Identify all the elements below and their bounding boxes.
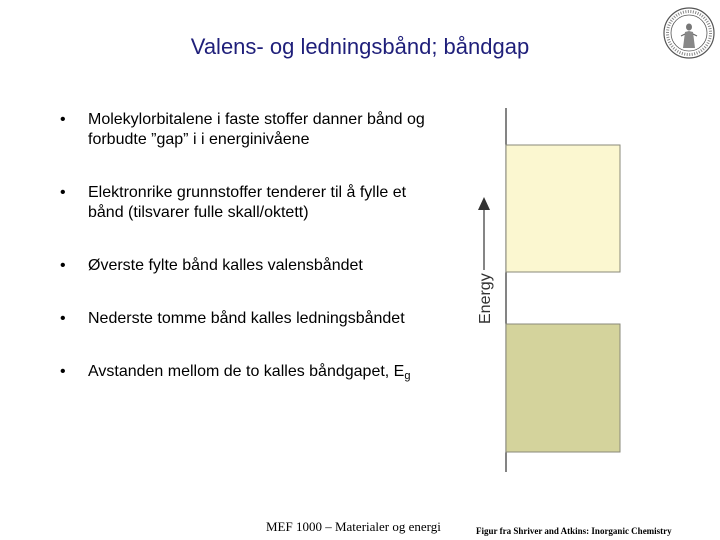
band-diagram [460, 100, 640, 480]
bullet-marker: • [60, 363, 66, 380]
university-seal-icon [662, 6, 716, 60]
course-footer: MEF 1000 – Materialer og energi [266, 519, 441, 534]
bullet-item [58, 309, 438, 329]
figure-credit: Figur fra Shriver and Atkins: Inorganic Chemistry [476, 526, 672, 536]
bullet-text: Avstanden mellom de to kalles båndgapet, E [88, 363, 405, 380]
bullet-text: Elektronrike grunnstoffer tenderer til å fylle et bånd (tilsvarer fulle skall/oktett) [88, 184, 407, 221]
energy-axis-label: Energy [477, 273, 494, 324]
bandgap-subscript: g [404, 370, 411, 382]
bullet-item [58, 256, 438, 276]
bullet-text: Øverste fylte bånd kalles valensbåndet [88, 257, 363, 274]
bullet-text: Nederste tomme bånd kalles ledningsbåndet [88, 310, 405, 327]
bullet-item [58, 183, 438, 223]
bullet-marker: • [60, 257, 66, 274]
bullet-list [58, 110, 438, 382]
bullet-marker: • [60, 184, 66, 201]
bullet-item [58, 110, 438, 150]
bullet-item [58, 362, 438, 382]
bullet-text: Molekylorbitalene i faste stoffer danner bånd og forbudte ”gap” i i energinivåene [88, 111, 425, 148]
valence-band [506, 324, 620, 452]
slide-title: Valens- og ledningsbånd; båndgap [190, 34, 530, 59]
bullet-marker: • [60, 111, 66, 128]
energy-arrow-head [478, 197, 490, 210]
bullet-marker: • [60, 310, 66, 327]
conduction-band [506, 145, 620, 272]
